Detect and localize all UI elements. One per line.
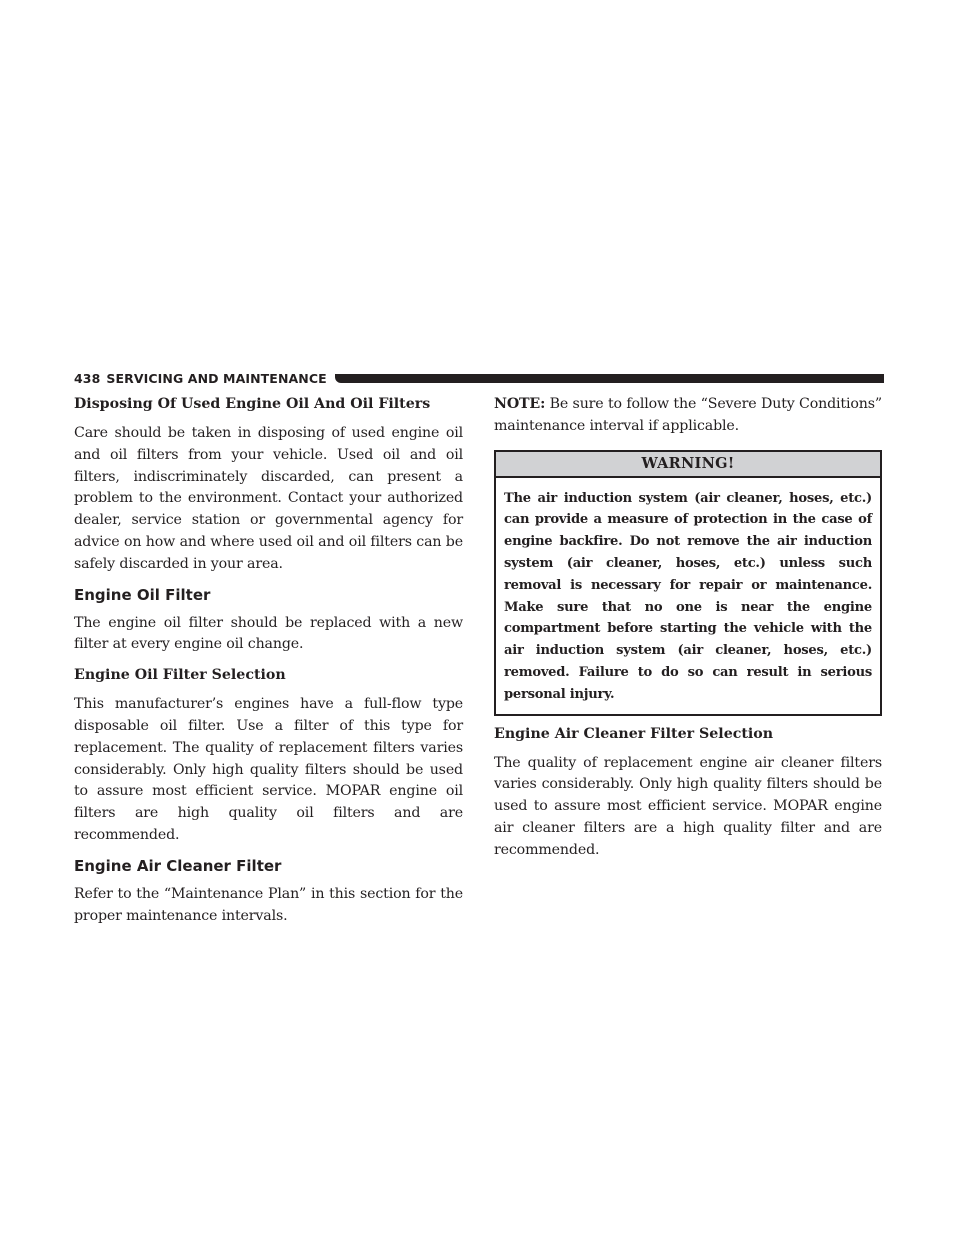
engine-oil-filter-text: The engine oil filter should be replaced with a new filter at every engine oil change. — [74, 614, 463, 653]
warning-box — [494, 450, 882, 716]
warning-title: WARNING! — [496, 452, 880, 478]
left-column — [74, 394, 463, 936]
air-cleaner-filter-heading: Engine Air Cleaner Filter — [74, 856, 282, 875]
note-text: Be sure to follow the “Severe Duty Conditions” maintenance interval if applicable. — [494, 396, 882, 434]
oil-filter-selection-text: This manufacturer’s engines have a full-flow type disposable oil filter. Use a filter of this type for replacement. The quality of replacement filters varies considerably. Only high quality filters should be used to assure most efficient service. MOPAR engine oil filters are high quality oil filters and are recommended. — [74, 696, 463, 843]
section-title: SERVICING AND MAINTENANCE — [106, 370, 327, 386]
page-header — [74, 368, 884, 388]
air-cleaner-filter-text: Refer to the “Maintenance Plan” in this section for the proper maintenance intervals. — [74, 885, 463, 924]
air-filter-selection-title: Engine Air Cleaner Filter Selection — [494, 725, 774, 742]
disposing-oil-title: Disposing Of Used Engine Oil And Oil Filters — [74, 396, 431, 412]
page-number: 438 — [74, 370, 101, 386]
air-filter-selection-text: The quality of replacement engine air cleaner filters varies considerably. Only high quality filters should be used to assure most efficient service. MOPAR engine air cleaner filters are a high quality filter and are recommended. — [494, 754, 882, 858]
oil-filter-selection-title: Engine Oil Filter Selection — [74, 667, 286, 684]
warning-text: The air induction system (air cleaner, hoses, etc.) can provide a measure of protection in the case of engine backfire. Do not remove the air induction system (air cleaner, hoses, etc.) unless such removal is necessary for repair or maintenance. Make sure that no one is near the engine compartment before starting the vehicle with the air induction system (air cleaner, hoses, etc.) removed. Failure to do so can result in serious personal injury. — [504, 490, 872, 702]
engine-oil-filter-heading: Engine Oil Filter — [74, 585, 211, 604]
disposing-oil-text: Care should be taken in disposing of used engine oil and oil filters from your vehicle. Used oil and oil filters, indiscriminately discarded, can present a problem to the environment. Contact your authorized dealer, service station or governmental agency for advice on how and where used oil and oil filters can be safely discarded in your area. — [74, 425, 463, 572]
right-column — [494, 394, 882, 871]
note-label: NOTE: — [494, 396, 546, 412]
note-paragraph — [494, 394, 882, 438]
header-rule — [335, 374, 884, 383]
